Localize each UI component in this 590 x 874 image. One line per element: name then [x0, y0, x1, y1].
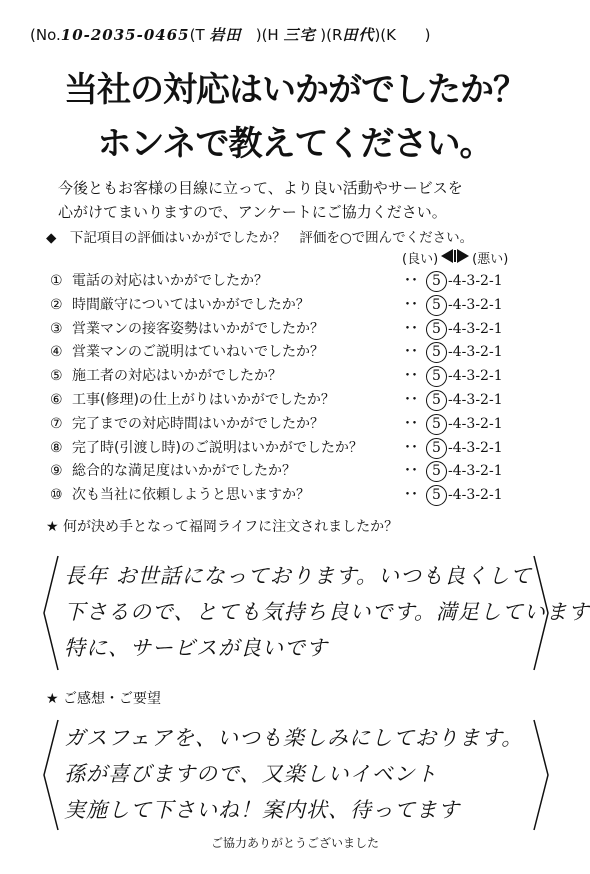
rating-option-1[interactable]: 1 — [493, 487, 503, 504]
rating-separator: - — [448, 463, 453, 480]
rating-option-2[interactable]: 2 — [480, 344, 489, 361]
leader-dots: ･･ — [404, 463, 418, 480]
rating-separator: - — [461, 344, 467, 361]
question-number: ④ — [50, 344, 63, 361]
rating-option-3[interactable]: 3 — [466, 296, 476, 313]
rating-scale[interactable] — [404, 389, 503, 411]
rating-separator: - — [461, 296, 467, 313]
rating-separator: - — [448, 392, 453, 408]
question-row — [50, 437, 570, 461]
handwritten-line: 実施して下さいね！案内状、待ってます — [64, 798, 460, 822]
rating-separator: - — [488, 296, 494, 313]
question-number: ① — [50, 273, 63, 289]
leader-dots: ･･ — [404, 273, 418, 289]
t-value: 岩田 — [209, 26, 242, 44]
rating-option-4[interactable]: 4 — [452, 439, 462, 456]
rating-option-3[interactable]: 3 — [466, 439, 476, 456]
rating-option-5[interactable]: 5 — [426, 390, 447, 411]
rating-scale[interactable] — [404, 413, 503, 435]
question-number: ③ — [50, 320, 63, 337]
rating-separator: - — [475, 344, 481, 361]
rating-option-1[interactable]: 1 — [493, 463, 503, 480]
question-number: ⑦ — [50, 415, 63, 432]
scale-good-label: (良い) — [402, 252, 439, 267]
question-row — [50, 270, 570, 294]
section-reason-title: ★ 何が決め手となって福岡ライフに注文されましたか？ — [46, 519, 399, 535]
rating-option-4[interactable]: 4 — [452, 368, 462, 385]
rating-separator: - — [461, 273, 467, 289]
question-row — [50, 484, 570, 508]
rating-separator: - — [475, 463, 481, 480]
leader-dots: ･･ — [404, 296, 418, 313]
question-number: ⑨ — [50, 463, 63, 480]
intro-text — [58, 176, 558, 224]
rating-option-5[interactable]: 5 — [426, 438, 447, 459]
rating-separator: - — [448, 344, 453, 361]
h-label: )(H — [255, 26, 279, 44]
intro-line: 心がけてまいりますので、アンケートにご協力ください。 — [58, 203, 447, 221]
rating-option-5[interactable]: 5 — [426, 295, 447, 316]
rating-option-5[interactable]: 5 — [426, 414, 447, 435]
rating-separator: - — [448, 415, 453, 432]
reason-answer-box — [40, 548, 590, 678]
leader-dots: ･･ — [404, 439, 418, 456]
rating-option-1[interactable]: 1 — [493, 415, 503, 432]
question-text: 時間厳守についてはいかがでしたか？ — [72, 296, 310, 313]
rating-option-4[interactable]: 4 — [452, 392, 462, 408]
rating-separator: - — [461, 463, 467, 480]
question-text: 施工者の対応はいかがでしたか？ — [72, 368, 282, 385]
r-value: 田代 — [342, 26, 375, 44]
rating-option-3[interactable]: 3 — [466, 368, 476, 385]
rating-separator: - — [475, 273, 481, 289]
rating-option-3[interactable]: 3 — [466, 344, 476, 361]
scale-header — [402, 248, 572, 267]
rating-separator: - — [461, 392, 467, 408]
rating-option-1[interactable]: 1 — [493, 296, 503, 313]
rating-option-1[interactable]: 1 — [493, 368, 503, 385]
rating-separator: - — [461, 415, 467, 432]
rating-instruction: ◆ 下記項目の評価はいかがでしたか？ 評価を○で囲んでください。 — [46, 230, 474, 246]
rating-option-4[interactable]: 4 — [452, 344, 462, 361]
rating-option-1[interactable]: 1 — [493, 439, 503, 456]
rating-option-4[interactable]: 4 — [452, 415, 462, 432]
question-row — [50, 365, 570, 389]
page-subtitle: ホンネで教えてください。 — [97, 124, 493, 164]
rating-separator: - — [448, 320, 453, 337]
rating-option-3[interactable]: 3 — [466, 487, 476, 504]
rating-option-5[interactable]: 5 — [426, 485, 447, 506]
k-label: )(K — [374, 26, 396, 44]
h-value: 三宅 — [283, 26, 316, 44]
rating-option-2[interactable]: 2 — [480, 439, 489, 456]
rating-option-3[interactable]: 3 — [466, 415, 476, 432]
leader-dots: ･･ — [404, 368, 418, 385]
question-number: ⑥ — [50, 392, 63, 408]
rating-option-1[interactable]: 1 — [493, 273, 503, 289]
rating-scale[interactable] — [404, 341, 503, 363]
question-text: 工事(修理)の仕上がりはいかがでしたか？ — [72, 392, 335, 408]
rating-option-4[interactable]: 4 — [452, 320, 462, 337]
section-feedback-title: ★ ご感想・ご要望 — [46, 691, 162, 707]
rating-separator: - — [488, 439, 494, 456]
question-text: 完了時(引渡し時)のご説明はいかがでしたか？ — [72, 439, 363, 456]
rating-option-1[interactable]: 1 — [493, 344, 503, 361]
rating-scale[interactable] — [404, 437, 503, 459]
left-right-arrow-icon — [438, 249, 472, 267]
rating-option-5[interactable]: 5 — [426, 366, 447, 387]
rating-option-2[interactable]: 2 — [480, 487, 489, 504]
feedback-answer-box — [40, 714, 552, 836]
rating-option-4[interactable]: 4 — [452, 463, 462, 480]
question-text: 営業マンのご説明はていねいでしたか？ — [72, 344, 324, 361]
rating-separator: - — [448, 487, 453, 504]
intro-line: 今後ともお客様の目線に立って、より良い活動やサービスを — [58, 179, 463, 197]
leader-dots: ･･ — [404, 415, 418, 432]
rating-separator: - — [475, 415, 481, 432]
question-number: ⑧ — [50, 439, 63, 456]
header-close: ) — [424, 26, 431, 44]
rating-scale[interactable] — [404, 484, 503, 506]
rating-option-1[interactable]: 1 — [493, 392, 503, 408]
question-text: 電話の対応はいかがでしたか？ — [72, 273, 268, 289]
question-row — [50, 413, 570, 437]
rating-separator: - — [488, 320, 494, 337]
rating-option-2[interactable]: 2 — [480, 296, 489, 313]
rating-separator: - — [461, 487, 467, 504]
t-label: (T — [189, 26, 205, 44]
rating-separator: - — [461, 439, 467, 456]
handwritten-line: ガスフェアを、いつも楽しみにしております。 — [64, 726, 524, 750]
rating-separator: - — [475, 392, 481, 408]
rating-option-4[interactable]: 4 — [452, 296, 462, 313]
rating-separator: - — [448, 273, 453, 289]
question-row — [50, 389, 570, 413]
question-row — [50, 460, 570, 484]
rating-option-2[interactable]: 2 — [480, 463, 489, 480]
reference-line — [30, 24, 570, 45]
question-text: 総合的な満足度はいかがでしたか？ — [72, 463, 296, 480]
leader-dots: ･･ — [404, 344, 418, 361]
rating-separator: - — [475, 487, 481, 504]
footer-thanks: ご協力ありがとうございました — [210, 836, 379, 850]
rating-scale[interactable] — [404, 318, 503, 340]
rating-separator: - — [475, 296, 481, 313]
no-value: 10-2035-0465 — [60, 26, 190, 44]
rating-scale[interactable] — [404, 460, 503, 482]
rating-option-4[interactable]: 4 — [452, 487, 462, 504]
rating-option-2[interactable]: 2 — [480, 415, 489, 432]
rating-scale[interactable] — [404, 294, 503, 316]
rating-scale[interactable] — [404, 365, 503, 387]
rating-separator: - — [488, 368, 494, 385]
rating-option-3[interactable]: 3 — [466, 392, 476, 408]
handwritten-line: 特に、サービスが良いです — [64, 636, 328, 660]
question-text: 次も当社に依頼しようと思いますか？ — [72, 487, 310, 504]
question-row — [50, 341, 570, 365]
rating-separator: - — [488, 415, 494, 432]
rating-option-3[interactable]: 3 — [466, 273, 476, 289]
leader-dots: ･･ — [404, 392, 418, 408]
no-label: (No. — [30, 26, 61, 44]
rating-separator: - — [461, 320, 467, 337]
question-number: ⑤ — [50, 368, 63, 385]
rating-option-4[interactable]: 4 — [452, 273, 462, 289]
rating-separator: - — [475, 368, 481, 385]
page-title: 当社の対応はいかがでしたか？ — [64, 70, 526, 110]
question-text: 完了までの対応時間はいかがでしたか？ — [72, 415, 324, 432]
question-text: 営業マンの接客姿勢はいかがでしたか？ — [72, 320, 324, 337]
rating-option-5[interactable]: 5 — [426, 271, 447, 292]
rating-option-3[interactable]: 3 — [466, 463, 476, 480]
question-row — [50, 318, 570, 342]
rating-option-2[interactable]: 2 — [480, 392, 489, 408]
rating-separator: - — [475, 439, 481, 456]
rating-separator: - — [448, 439, 453, 456]
rating-option-5[interactable]: 5 — [426, 319, 447, 340]
rating-option-2[interactable]: 2 — [480, 368, 489, 385]
r-label: )(R — [320, 26, 343, 44]
rating-separator: - — [448, 296, 453, 313]
handwritten-line: 下さるので、とても気持ち良いです。満足しています — [64, 600, 590, 624]
rating-option-3[interactable]: 3 — [466, 320, 476, 337]
rating-scale[interactable] — [404, 270, 503, 292]
rating-option-5[interactable]: 5 — [426, 342, 447, 363]
question-row — [50, 294, 570, 318]
rating-option-5[interactable]: 5 — [426, 461, 447, 482]
rating-separator: - — [475, 320, 481, 337]
handwritten-line: 長年 お世話になっております。いつも良くして — [64, 564, 532, 588]
question-number: ② — [50, 296, 63, 313]
rating-separator: - — [488, 344, 494, 361]
rating-separator: - — [488, 273, 494, 289]
rating-separator: - — [448, 368, 453, 385]
scale-bad-label: (悪い) — [472, 252, 509, 267]
leader-dots: ･･ — [404, 487, 418, 504]
rating-option-2[interactable]: 2 — [480, 320, 489, 337]
handwritten-line: 孫が喜びますので、又楽しいイベント — [64, 762, 438, 786]
rating-separator: - — [461, 368, 467, 385]
rating-separator: - — [488, 487, 494, 504]
rating-option-1[interactable]: 1 — [493, 320, 503, 337]
question-number: ⑩ — [50, 487, 63, 504]
rating-separator: - — [488, 392, 494, 408]
rating-option-2[interactable]: 2 — [480, 273, 489, 289]
rating-separator: - — [488, 463, 494, 480]
leader-dots: ･･ — [404, 320, 418, 337]
